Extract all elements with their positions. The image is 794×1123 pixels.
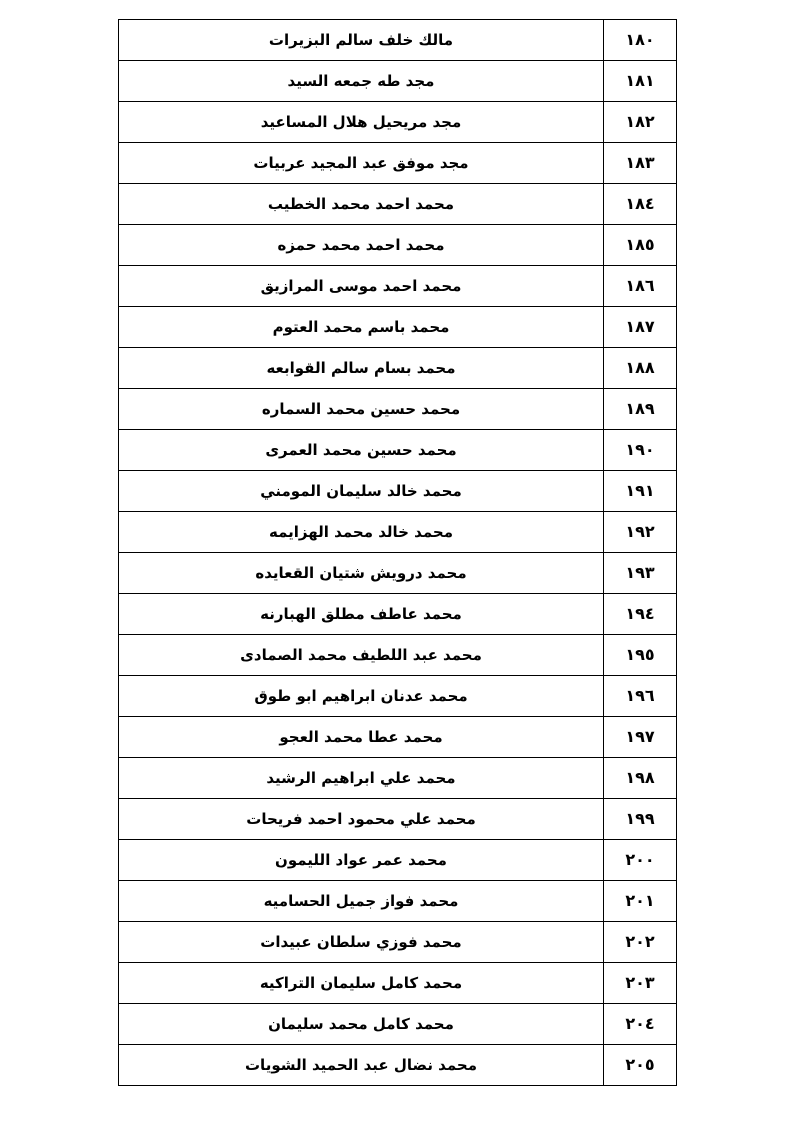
row-number-cell: ٢٠٤ [604, 1004, 677, 1045]
table-row [119, 963, 677, 1004]
table-row [119, 799, 677, 840]
person-name-cell: محمد علي ابراهيم الرشيد [119, 758, 604, 799]
table-row [119, 635, 677, 676]
row-number-cell: ٢٠١ [604, 881, 677, 922]
row-number-cell: ١٩٦ [604, 676, 677, 717]
table-row [119, 676, 677, 717]
table-row [119, 922, 677, 963]
row-number-cell: ١٩٥ [604, 635, 677, 676]
person-name-cell: محمد عمر عواد الليمون [119, 840, 604, 881]
row-number-cell: ٢٠٠ [604, 840, 677, 881]
person-name-cell: مجد مريحيل هلال المساعيد [119, 102, 604, 143]
person-name-cell: محمد احمد موسى المرازيق [119, 266, 604, 307]
row-number-cell: ١٨٦ [604, 266, 677, 307]
table-row [119, 184, 677, 225]
table-row [119, 717, 677, 758]
table-row [119, 881, 677, 922]
person-name-cell: محمد كامل محمد سليمان [119, 1004, 604, 1045]
row-number-cell: ١٩٠ [604, 430, 677, 471]
table-row [119, 102, 677, 143]
row-number-cell: ١٩١ [604, 471, 677, 512]
table-row [119, 61, 677, 102]
person-name-cell: محمد باسم محمد العتوم [119, 307, 604, 348]
row-number-cell: ١٨٨ [604, 348, 677, 389]
row-number-cell: ١٩٤ [604, 594, 677, 635]
person-name-cell: محمد عطا محمد العجو [119, 717, 604, 758]
table-row [119, 20, 677, 61]
table-row [119, 594, 677, 635]
person-name-cell: محمد فواز جميل الحساميه [119, 881, 604, 922]
row-number-cell: ١٩٢ [604, 512, 677, 553]
person-name-cell: محمد درويش شتيان القعايده [119, 553, 604, 594]
table-row [119, 1004, 677, 1045]
person-name-cell: محمد عاطف مطلق الهبارنه [119, 594, 604, 635]
person-name-cell: محمد فوزي سلطان عبيدات [119, 922, 604, 963]
person-name-cell: محمد خالد سليمان المومني [119, 471, 604, 512]
table-row [119, 1045, 677, 1086]
table-row [119, 307, 677, 348]
person-name-cell: مجد طه جمعه السيد [119, 61, 604, 102]
row-number-cell: ١٨٤ [604, 184, 677, 225]
row-number-cell: ١٩٣ [604, 553, 677, 594]
person-name-cell: محمد نضال عبد الحميد الشويات [119, 1045, 604, 1086]
table-row [119, 389, 677, 430]
row-number-cell: ١٨٠ [604, 20, 677, 61]
row-number-cell: ٢٠٢ [604, 922, 677, 963]
table-row [119, 840, 677, 881]
person-name-cell: محمد احمد محمد الخطيب [119, 184, 604, 225]
table-row [119, 225, 677, 266]
row-number-cell: ١٨١ [604, 61, 677, 102]
table-row [119, 758, 677, 799]
person-name-cell: محمد حسين محمد السماره [119, 389, 604, 430]
table-row [119, 553, 677, 594]
row-number-cell: ١٨٧ [604, 307, 677, 348]
row-number-cell: ١٨٢ [604, 102, 677, 143]
person-name-cell: مالك خلف سالم البزيرات [119, 20, 604, 61]
row-number-cell: ١٩٩ [604, 799, 677, 840]
person-name-cell: محمد بسام سالم القوابعه [119, 348, 604, 389]
table-row [119, 512, 677, 553]
person-name-cell: محمد علي محمود احمد فريحات [119, 799, 604, 840]
row-number-cell: ١٨٩ [604, 389, 677, 430]
person-name-cell: محمد عدنان ابراهيم ابو طوق [119, 676, 604, 717]
row-number-cell: ١٩٨ [604, 758, 677, 799]
person-name-cell: مجد موفق عبد المجيد عربيات [119, 143, 604, 184]
table-row [119, 143, 677, 184]
table-row [119, 430, 677, 471]
row-number-cell: ١٩٧ [604, 717, 677, 758]
row-number-cell: ١٨٣ [604, 143, 677, 184]
person-name-cell: محمد كامل سليمان التراكيه [119, 963, 604, 1004]
person-name-cell: محمد حسين محمد العمرى [119, 430, 604, 471]
names-table [118, 19, 677, 1086]
person-name-cell: محمد احمد محمد حمزه [119, 225, 604, 266]
person-name-cell: محمد خالد محمد الهزايمه [119, 512, 604, 553]
table-row [119, 471, 677, 512]
row-number-cell: ٢٠٥ [604, 1045, 677, 1086]
row-number-cell: ١٨٥ [604, 225, 677, 266]
table-row [119, 266, 677, 307]
names-table-body [119, 20, 677, 1086]
person-name-cell: محمد عبد اللطيف محمد الصمادى [119, 635, 604, 676]
row-number-cell: ٢٠٣ [604, 963, 677, 1004]
table-row [119, 348, 677, 389]
